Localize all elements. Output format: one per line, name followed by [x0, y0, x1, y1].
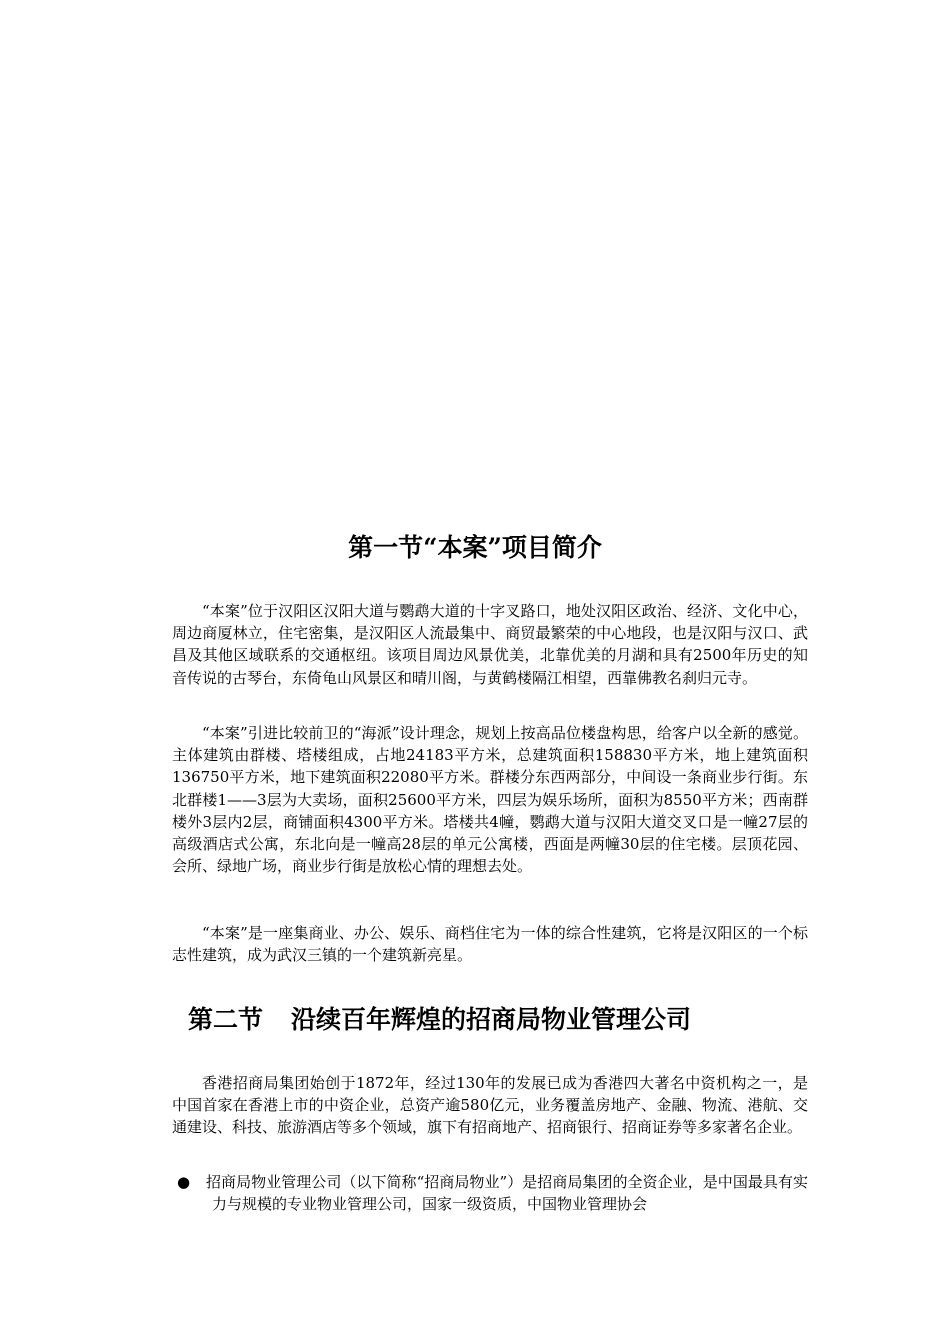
- section-1-paragraph-2: “本案”引进比较前卫的“海派”设计理念，规划上按高品位楼盘构思，给客户以全新的感觉。主体建筑由群楼、塔楼组成，占地24183平方米，总建筑面积158830平方米，地上建筑面积136750平方米，地下建筑面积22080平方米。群楼分东西两部分，中间设一条商业步行街。东北群楼1——3层为大卖场，面积25600平方米，四层为娱乐场所，面积为8550平方米；西南群楼外3层内2层，商铺面积4300平方米。塔楼共4幢，鹦鹉大道与汉阳大道交叉口是一幢27层的高级酒店式公寓，东北向是一幢高28层的单元公寓楼，西面是两幢30层的住宅楼。层顶花园、会所、绿地广场，商业步行街是放松心情的理想去处。: [172, 724, 808, 876]
- section-2-title: [188, 1004, 691, 1036]
- bullet-icon: ●: [177, 1173, 191, 1191]
- bullet-item-text: 招商局物业管理公司（以下简称“招商局物业”）是招商局集团的全资企业，是中国最具有实力与规模的专业物业管理公司，国家一级资质，中国物业管理协会: [206, 1173, 808, 1214]
- section-1-paragraph-1: “本案”位于汉阳区汉阳大道与鹦鹉大道的十字叉路口，地处汉阳区政治、经济、文化中心，周边商厦林立，住宅密集，是汉阳区人流最集中、商贸最繁荣的中心地段，也是汉阳与汉口、武昌及其他区域联系的交通枢纽。该项目周边风景优美，北靠优美的月湖和具有2500年历史的知音传说的古琴台，东倚龟山风景区和晴川阁，与黄鹤楼隔江相望，西靠佛教名刹归元寺。: [172, 602, 808, 687]
- section-2-title-text: 沿续百年辉煌的招商局物业管理公司: [291, 1005, 692, 1034]
- section-2-title-number: 第二节: [188, 1005, 264, 1034]
- section-2-paragraph-1: 香港招商局集团始创于1872年，经过130年的发展已成为香港四大著名中资机构之一，是中国首家在香港上市的中资企业，总资产逾580亿元，业务覆盖房地产、金融、物流、港航、交通建设、科技、旅游酒店等多个领域，旗下有招商地产、招商银行、招商证券等多家著名企业。: [172, 1074, 808, 1137]
- bullet-list-item: [172, 1171, 808, 1215]
- section-1-title: 第一节“本案”项目简介: [348, 533, 602, 562]
- section-1-paragraph-3: “本案”是一座集商业、办公、娱乐、商档住宅为一体的综合性建筑，它将是汉阳区的一个标志性建筑，成为武汉三镇的一个建筑新亮星。: [172, 924, 808, 965]
